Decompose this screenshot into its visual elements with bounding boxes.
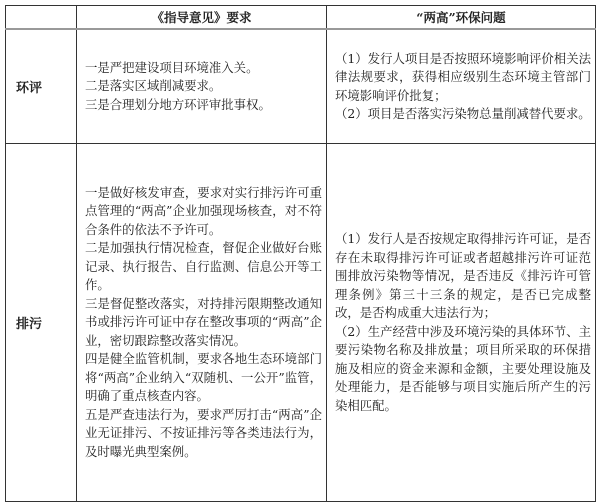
- issue-item: （1）发行人是否按规定取得排污许可证，是否存在未取得排污许可证或者超越排污许可证范围排放污染物等情况，是否违反《排污许可管理条例》第三十三条的规定，是否已完成整改，是否构成重大违法行为；: [335, 231, 591, 320]
- row-label: 排污: [6, 144, 77, 502]
- requirement-item: 三是合理划分地方环评审批事权。: [85, 96, 271, 112]
- requirement-item: 二是落实区域削减要求。: [85, 78, 222, 94]
- issue-item: （2）项目是否落实污染物总量削减替代要求。: [335, 106, 591, 121]
- header-guidance-requirements: 《指导意见》要求: [77, 6, 327, 30]
- requirement-item: 四是健全监管机制，要求各地生态环境部门将“两高”企业纳入“双随机、一公开”监管，明确了重点核查内容。: [85, 351, 322, 404]
- requirements-table: [5, 5, 596, 502]
- table-row-discharge: [6, 144, 596, 502]
- header-empty: [6, 6, 77, 30]
- row-label: 环评: [6, 29, 77, 144]
- table-row-eia: [6, 29, 596, 144]
- requirement-item: 一是做好核发审查，要求对实行排污许可重点管理的“两高”企业加强现场核查，对不符合条件的依法不予许可。: [85, 184, 322, 237]
- issue-item: （1）发行人项目是否按照环境影响评价相关法律法规要求，获得相应级别生态环境主管部门环境影响评价批复；: [335, 50, 591, 103]
- issue-item: （2）生产经营中涉及环境污染的具体环节、主要污染物名称及排放量；项目所采取的环保措施及相应的资金来源和金额，主要处理设施及处理能力，是否能够与项目实施后所产生的污染相匹配。: [335, 323, 591, 413]
- requirements-cell: [77, 144, 327, 502]
- requirement-item: 一是严把建设项目环境准入关。: [85, 59, 259, 75]
- requirement-item: 五是严查违法行为，要求严厉打击“两高”企业无证排污、不按证排污等各类违法行为，及时曝光典型案例。: [85, 406, 322, 459]
- header-env-issues: “两高”环保问题: [327, 6, 596, 30]
- issues-cell: [327, 29, 596, 144]
- requirement-item: 三是督促整改落实，对持排污限期整改通知书或排污许可证中存在整改事项的“两高”企业，密切跟踪整改落实情况。: [85, 295, 322, 348]
- requirements-cell: [77, 29, 327, 144]
- header-row: [6, 6, 596, 30]
- issues-cell: [327, 144, 596, 502]
- requirement-item: 二是加强执行情况检查，督促企业做好台账记录、执行报告、自行监测、信息公开等工作。: [85, 240, 322, 293]
